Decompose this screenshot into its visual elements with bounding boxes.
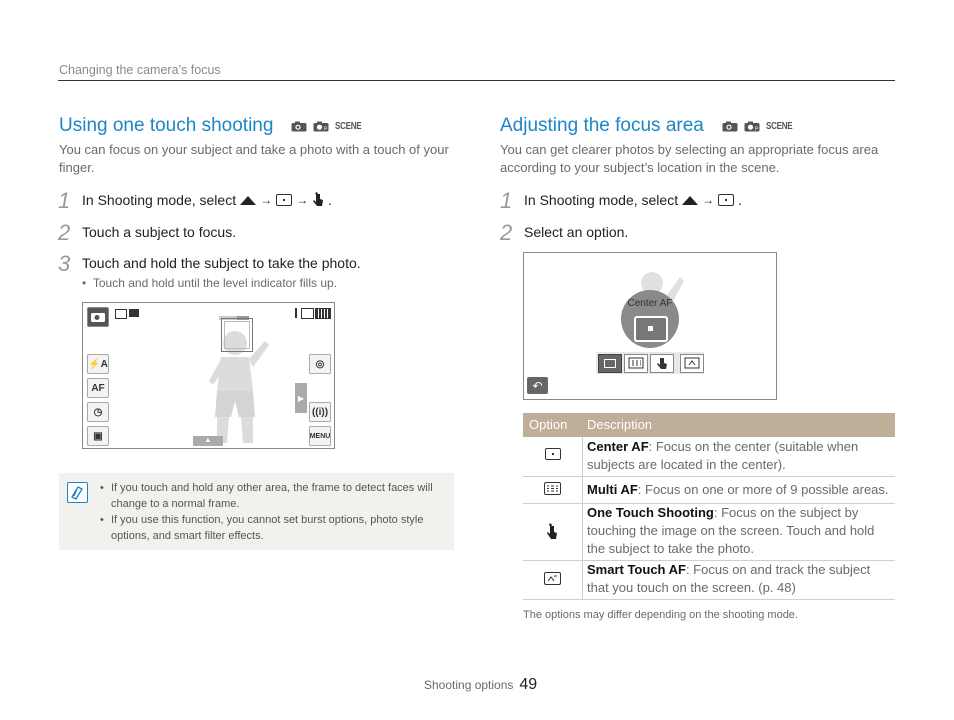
camera-screen-one-touch <box>82 302 335 449</box>
footer-label: Shooting options <box>424 678 514 692</box>
step-number: 3 <box>58 251 71 276</box>
step-1-text <box>524 192 742 208</box>
bullet-dot: • <box>100 514 104 526</box>
back-button[interactable]: ↶ <box>527 377 548 394</box>
image-size-icon <box>115 309 127 319</box>
step-3-text: Touch and hold the subject to take the photo. <box>82 255 361 271</box>
camera-auto-icon <box>291 121 307 132</box>
quality-icon <box>129 309 139 317</box>
camera-mode-icon <box>240 196 256 205</box>
option-desc: : Focus on the subject by touching the image on the screen. Touch and hold the subject to take the photo. <box>587 505 875 556</box>
display-button[interactable]: ▣ <box>87 426 109 446</box>
step-text-after: . <box>328 192 332 208</box>
bullet-dot: • <box>82 276 93 290</box>
note-item <box>100 480 440 512</box>
scene-mode-label: SCENE <box>765 120 793 132</box>
note-text: If you use this function, you cannot set burst options, photo style options, and smart filter effects. <box>111 514 424 542</box>
table-row-divider <box>523 599 895 600</box>
table-header-option: Option <box>529 417 568 432</box>
smart-touch-af-icon <box>544 572 561 585</box>
focus-frame <box>221 318 253 352</box>
mode-icons <box>722 121 799 132</box>
step-2-text: Touch a subject to focus. <box>82 224 237 240</box>
page-number: 49 <box>519 676 538 693</box>
step-number: 2 <box>500 220 513 245</box>
section-title-one-touch: Using one touch shooting <box>59 115 274 136</box>
option-desc: : Focus on the center (suitable when subjects are located in the center). <box>587 439 859 472</box>
one-touch-option[interactable] <box>650 354 674 373</box>
table-row-multi-af <box>587 481 892 499</box>
step-number: 1 <box>500 188 513 213</box>
camera-program-icon <box>744 121 760 132</box>
step-number: 2 <box>58 220 71 245</box>
focus-area-icon <box>276 194 292 206</box>
table-header-description: Description <box>587 417 653 432</box>
option-name: One Touch Shooting <box>587 505 714 520</box>
camera-auto-icon <box>722 121 738 132</box>
center-af-large-icon <box>634 316 668 342</box>
table-row-center-af <box>587 438 892 474</box>
step-number: 1 <box>58 188 71 213</box>
menu-button[interactable]: MENU <box>309 426 331 446</box>
playback-button[interactable]: ◎ <box>309 354 331 374</box>
option-desc: : Focus on one or more of 9 possible areas. <box>637 482 889 497</box>
popup-label: Center AF <box>627 298 673 309</box>
table-footnote: The options may differ depending on the shooting mode. <box>523 609 798 621</box>
svg-text:P: P <box>324 126 328 132</box>
table-row-smart-touch-af <box>587 561 892 597</box>
step-text-after: . <box>738 192 742 208</box>
note-item <box>100 512 440 544</box>
camera-program-icon <box>313 121 329 132</box>
breadcrumb: Changing the camera’s focus <box>59 63 221 77</box>
step-2-text: Select an option. <box>524 224 629 240</box>
bottom-panel-tab[interactable]: ▲ <box>193 436 223 446</box>
bullet-dot: • <box>100 482 104 494</box>
table-row-divider <box>523 476 895 477</box>
mode-icons <box>291 121 368 132</box>
page-footer <box>424 676 537 694</box>
section-title-focus-area: Adjusting the focus area <box>500 115 704 136</box>
focus-button[interactable]: AF <box>87 378 109 398</box>
flash-button[interactable]: ⚡A <box>87 354 109 374</box>
note-list <box>100 480 440 544</box>
bullet-text: Touch and hold until the level indicator fills up. <box>92 276 338 290</box>
svg-text:P: P <box>754 126 759 132</box>
intro-text: You can get clearer photos by selecting an appropriate focus area according to your subject’s location in the scene. <box>500 142 879 175</box>
one-touch-icon <box>312 192 324 208</box>
option-name: Smart Touch AF <box>587 562 686 577</box>
battery-icon <box>315 308 331 319</box>
option-name: Multi AF <box>587 482 638 497</box>
side-panel-tab[interactable]: ▶ <box>295 383 307 413</box>
step-text-before: In Shooting mode, select <box>82 192 237 208</box>
table-column-divider <box>582 437 583 600</box>
multi-af-icon <box>544 482 561 495</box>
center-af-option[interactable] <box>598 354 622 373</box>
mode-button[interactable] <box>87 307 109 327</box>
arrow-icon: → <box>702 193 715 207</box>
option-name: Center AF <box>587 439 649 454</box>
focus-area-icon <box>718 194 734 206</box>
camera-mode-icon <box>682 196 698 205</box>
scene-mode-label: SCENE <box>335 120 362 132</box>
header-divider <box>58 80 895 81</box>
timer-button[interactable]: ◷ <box>87 402 109 422</box>
wifi-button[interactable]: ((i)) <box>309 402 331 422</box>
arrow-icon: → <box>296 193 309 207</box>
table-row-one-touch <box>587 504 892 558</box>
card-icon <box>295 308 297 318</box>
intro-text: You can focus on your subject and take a photo with a touch of your finger. <box>59 142 449 175</box>
step-3-bullet <box>82 276 337 290</box>
multi-af-option[interactable] <box>624 354 648 373</box>
memory-icon <box>301 308 314 319</box>
smart-touch-af-option[interactable] <box>680 354 704 373</box>
center-af-icon <box>545 448 561 460</box>
table-header <box>523 413 895 437</box>
camera-screen-focus-area <box>523 252 777 400</box>
option-desc: : Focus on and track the subject that you touch on the screen. (p. 48) <box>587 562 871 595</box>
one-touch-icon <box>546 523 558 540</box>
note-icon <box>67 482 88 503</box>
step-1-text <box>82 192 332 208</box>
arrow-icon: → <box>260 193 273 207</box>
note-text: If you touch and hold any other area, the frame to detect faces will change to a normal frame. <box>111 482 433 510</box>
step-text-before: In Shooting mode, select <box>524 192 679 208</box>
